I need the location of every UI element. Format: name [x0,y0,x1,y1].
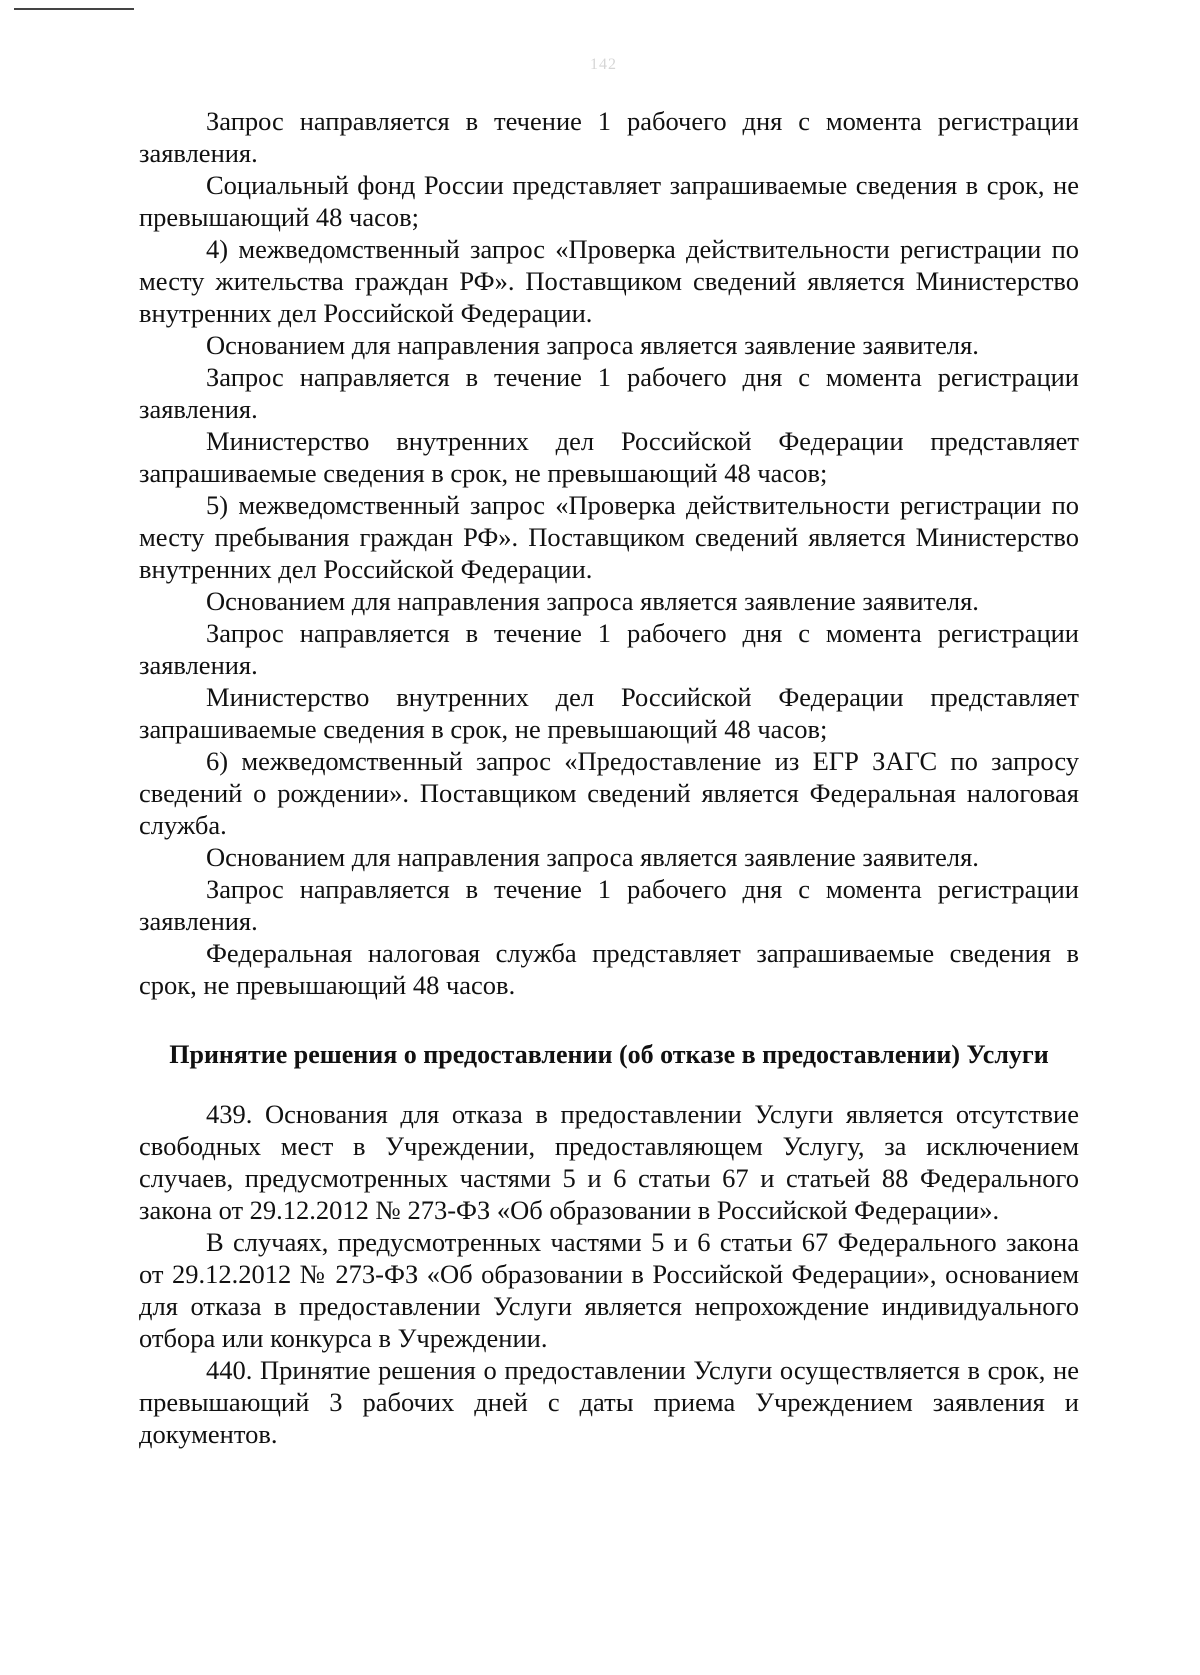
paragraph: Запрос направляется в течение 1 рабочего дня с момента регистрации заявления. [139,362,1079,424]
paragraph: В случаях, предусмотренных частями 5 и 6 статьи 67 Федерального закона от 29.12.2012 № 273-ФЗ «Об образовании в Российской Федерации», основанием для отказа в предоставлении Услуги является непрохождение индивидуального отбора или конкурса в Учреждении. [139,1227,1079,1353]
paragraph: Министерство внутренних дел Российской Федерации представляет запрашиваемые сведения в срок, не превышающий 48 часов; [139,682,1079,744]
paragraph: 440. Принятие решения о предоставлении Услуги осуществляется в срок, не превышающий 3 рабочих дней с даты приема Учреждением заявления и документов. [139,1355,1079,1449]
paragraph: 4) межведомственный запрос «Проверка действительности регистрации по месту жительства граждан РФ». Поставщиком сведений является Министерство внутренних дел Российской Федерации. [139,234,1079,328]
paragraph: Запрос направляется в течение 1 рабочего дня с момента регистрации заявления. [139,618,1079,680]
paragraph: Запрос направляется в течение 1 рабочего дня с момента регистрации заявления. [139,106,1079,168]
scan-edge-mark [14,8,134,11]
paragraph: Социальный фонд России представляет запрашиваемые сведения в срок, не превышающий 48 часов; [139,170,1079,232]
paragraph: Основанием для направления запроса является заявление заявителя. [206,842,979,872]
section-heading: Принятие решения о предоставлении (об отказе в предоставлении) Услуги [169,1040,1049,1069]
paragraph: 439. Основания для отказа в предоставлении Услуги является отсутствие свободных мест в Учреждении, предоставляющем Услугу, за исключением случаев, предусмотренных частями 5 и 6 статьи 67 и статьей 88 Федерального закона от 29.12.2012 № 273-ФЗ «Об образовании в Российской Федерации». [139,1099,1079,1225]
paragraph: Основанием для направления запроса является заявление заявителя. [206,586,979,616]
paragraph: Основанием для направления запроса является заявление заявителя. [206,330,979,360]
paragraph: Федеральная налоговая служба представляет запрашиваемые сведения в срок, не превышающий 48 часов. [139,938,1079,1000]
document-body [139,105,1079,1450]
paragraph: Запрос направляется в течение 1 рабочего дня с момента регистрации заявления. [139,874,1079,936]
paragraph: 6) межведомственный запрос «Предоставление из ЕГР ЗАГС по запросу сведений о рождении». Поставщиком сведений является Федеральная налоговая служба. [139,746,1079,840]
paragraph: Министерство внутренних дел Российской Федерации представляет запрашиваемые сведения в срок, не превышающий 48 часов; [139,426,1079,488]
paragraph: 5) межведомственный запрос «Проверка действительности регистрации по месту пребывания граждан РФ». Поставщиком сведений является Министерство внутренних дел Российской Федерации. [139,490,1079,584]
page-number: 142 [590,56,617,73]
